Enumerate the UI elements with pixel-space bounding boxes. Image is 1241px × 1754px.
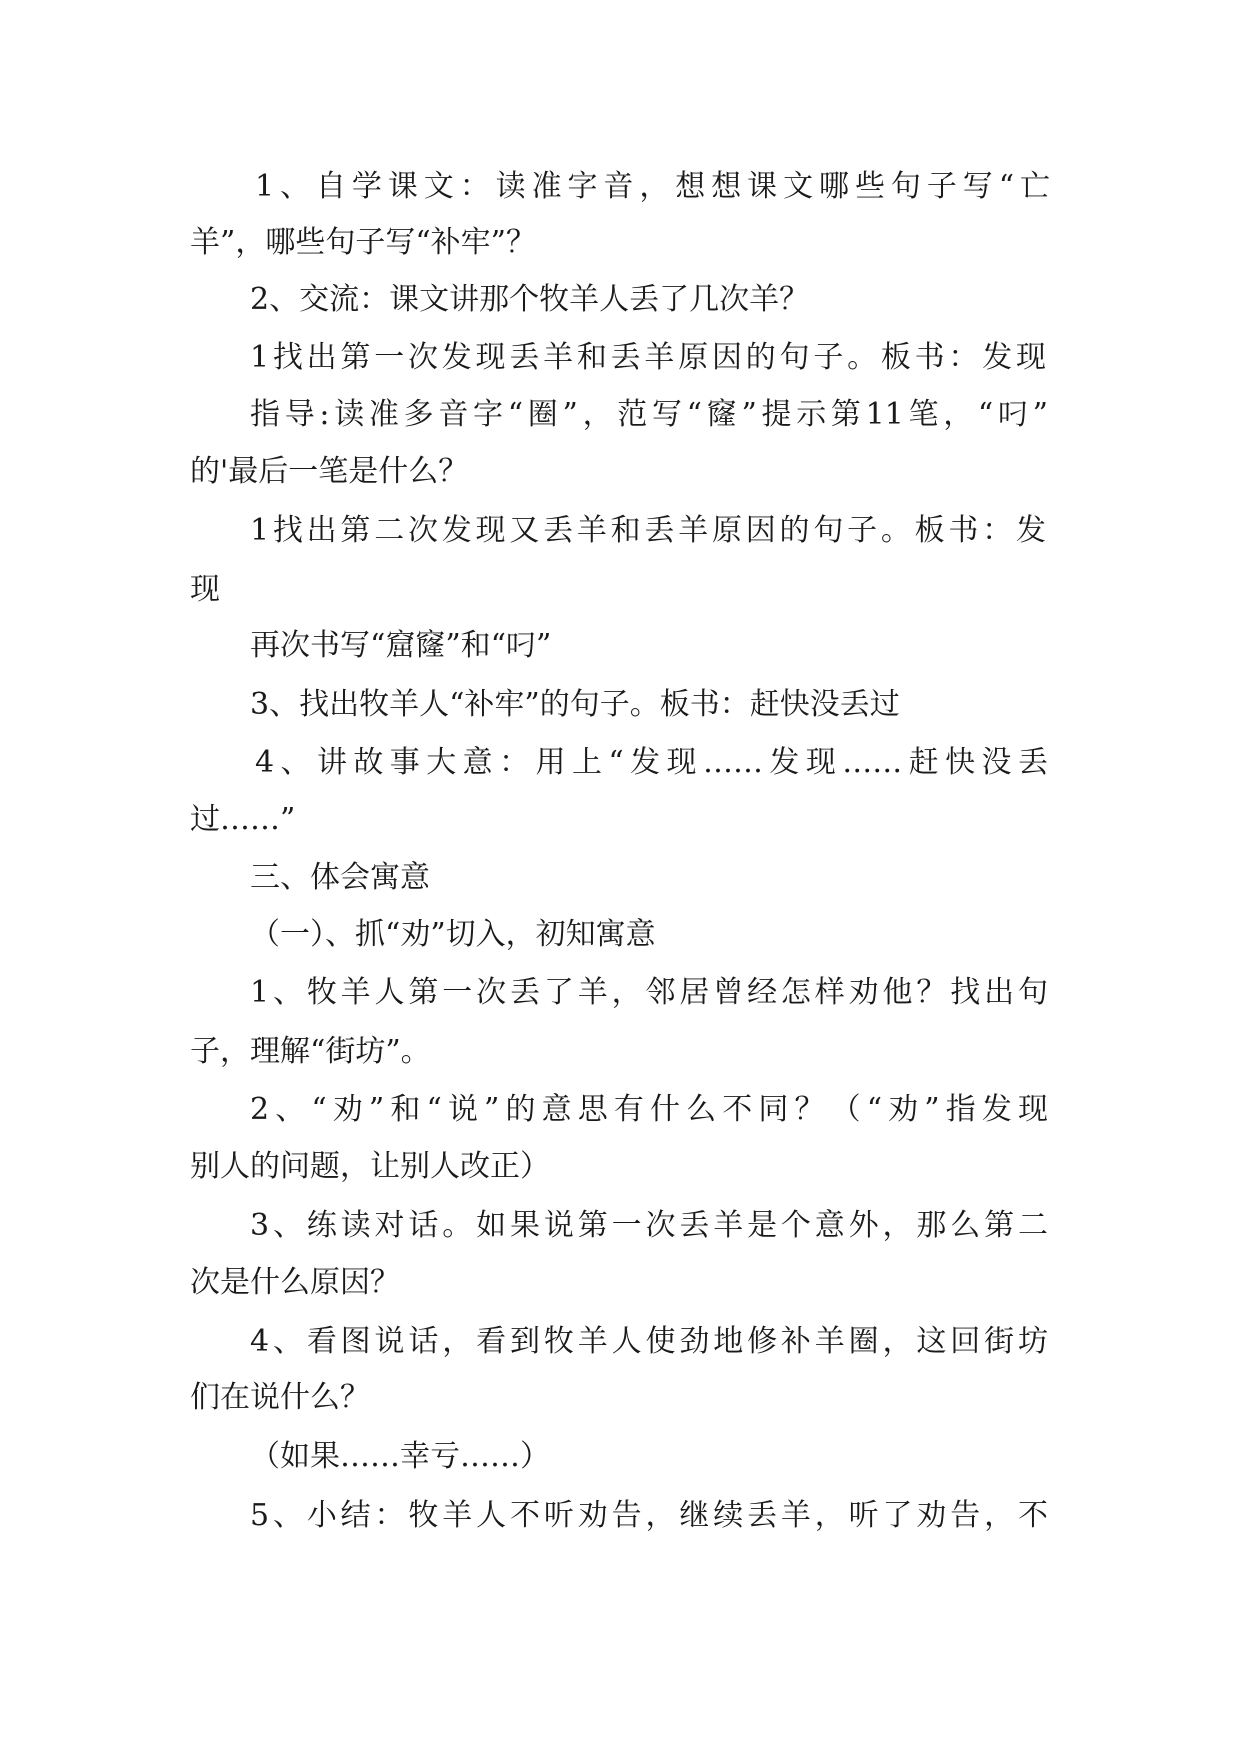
text-line: 现 [190, 572, 220, 607]
text-line: 1、牧羊人第一次丢了羊，邻居曾经怎样劝他？找出句 [250, 975, 1048, 1010]
text-line: 羊”，哪些句子写“补牢”？ [190, 225, 537, 260]
text-line: 的'最后一笔是什么？ [190, 454, 469, 489]
text-line: 3、练读对话。如果说第一次丢羊是个意外，那么第二 [250, 1208, 1048, 1243]
subsection-heading: （一）、抓“劝”切入，初知寓意 [250, 917, 656, 952]
text-line: 1找出第一次发现丢羊和丢羊原因的句子。板书：发现 [250, 340, 1046, 375]
text-line: 3、找出牧羊人“补牢”的句子。板书：赶快没丢过 [250, 687, 900, 722]
text-line: 过……” [190, 802, 296, 837]
text-line: 2、交流：课文讲那个牧羊人丢了几次羊？ [250, 282, 810, 317]
text-line: 别人的问题，让别人改正） [190, 1149, 550, 1184]
text-line: 次是什么原因？ [190, 1265, 400, 1300]
text-line: （如果……幸亏……） [250, 1439, 550, 1474]
text-line: 们在说什么？ [190, 1380, 370, 1415]
text-line: 5、小结：牧羊人不听劝告，继续丢羊，听了劝告，不 [250, 1498, 1048, 1533]
text-line: 4、看图说话，看到牧羊人使劲地修补羊圈，这回街坊 [250, 1324, 1048, 1359]
text-line: 2、“劝”和“说”的意思有什么不同？（“劝”指发现 [250, 1092, 1048, 1127]
text-line: 再次书写“窟窿”和“叼” [250, 628, 552, 663]
section-heading: 三、体会寓意 [250, 860, 430, 895]
text-line: 4、讲故事大意：用上“发现……发现……赶快没丢 [255, 745, 1048, 780]
text-line: 指导:读准多音字“圈”，范写“窿”提示第11笔，“叼” [250, 397, 1048, 432]
text-line: 子，理解“街坊”。 [190, 1034, 431, 1069]
text-line: 1、自学课文：读准字音，想想课文哪些句子写“亡 [255, 169, 1050, 204]
text-line: 1找出第二次发现又丢羊和丢羊原因的句子。板书：发 [250, 513, 1046, 548]
